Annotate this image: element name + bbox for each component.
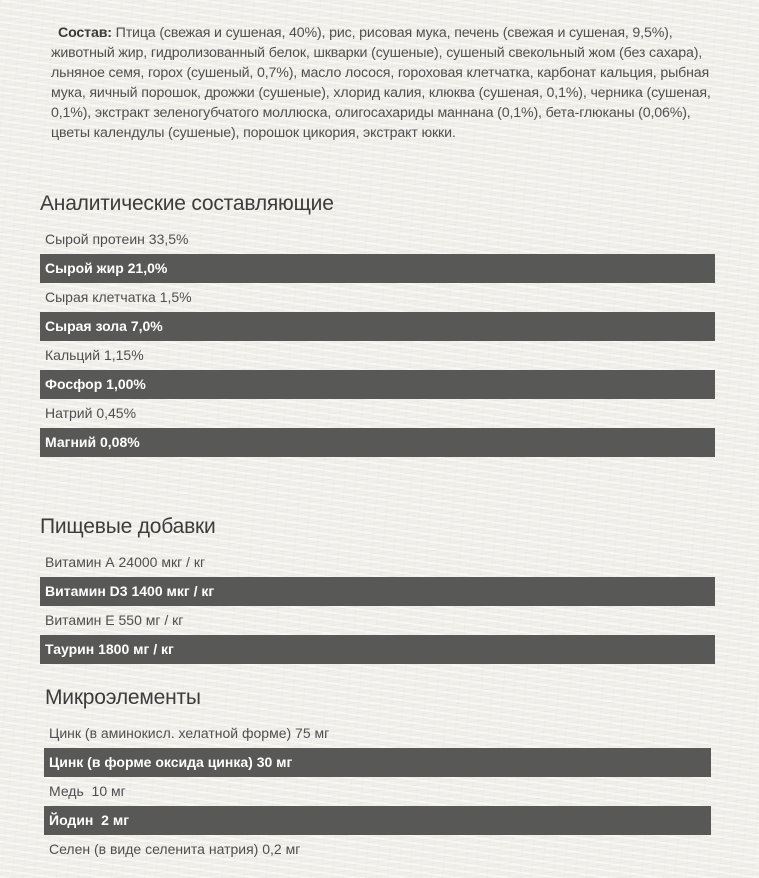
analytical-row: Магний 0,08% xyxy=(40,428,715,457)
additive-row: Витамин D3 1400 мкг / кг xyxy=(40,577,715,606)
microelement-row: Медь 10 мг xyxy=(49,783,126,799)
analytical-row: Кальций 1,15% xyxy=(45,347,144,363)
composition-text: Птица (свежая и сушеная, 40%), рис, рисовая мука, печень (свежая и сушеная, 9,5%), животный жир, гидролизованный белок, шкварки (сушеные), сушеный свекольный жом (без сахара), льняное семя, горох (сушеный, 0,7%), масло лосося, гороховая клетчатка, карбонат кальция, рыбная мука, яичный порошок, дрожжи (сушеные), хлорид калия, клюква (сушеная, 0,1%), черника (сушеная, 0,1%), экстракт зеленогубчатого моллюска, олигосахариды маннана (0,1%), бета-глюканы (0,06%), цветы календулы (сушеные), порошок цикория, экстракт юкки. xyxy=(51,25,711,141)
composition-paragraph xyxy=(51,23,711,143)
analytical-row: Сырая зола 7,0% xyxy=(40,312,715,341)
analytical-row: Сырой протеин 33,5% xyxy=(45,231,189,247)
additives-title: Пищевые добавки xyxy=(40,515,216,538)
analytical-row: Сырая клетчатка 1,5% xyxy=(45,289,192,305)
additive-row: Витамин А 24000 мкг / кг xyxy=(45,554,206,570)
analytical-row: Натрий 0,45% xyxy=(45,405,137,421)
additive-row: Витамин Е 550 мг / кг xyxy=(45,612,184,628)
composition-label: Состав: xyxy=(58,25,112,41)
microelements-list xyxy=(44,719,711,864)
additive-row: Таурин 1800 мг / кг xyxy=(40,635,715,664)
microelement-row: Селен (в виде селенита натрия) 0,2 мг xyxy=(49,841,301,857)
additives-list xyxy=(40,548,715,664)
analytical-row: Фосфор 1,00% xyxy=(40,370,715,399)
microelement-row: Цинк (в аминокисл. хелатной форме) 75 мг xyxy=(49,725,330,741)
microelements-title: Микроэлементы xyxy=(45,686,201,709)
microelement-row: Йодин 2 мг xyxy=(44,806,711,835)
microelement-row: Цинк (в форме оксида цинка) 30 мг xyxy=(44,748,711,777)
analytical-title: Аналитические составляющие xyxy=(40,192,334,215)
analytical-list xyxy=(40,225,715,457)
analytical-row: Сырой жир 21,0% xyxy=(40,254,715,283)
